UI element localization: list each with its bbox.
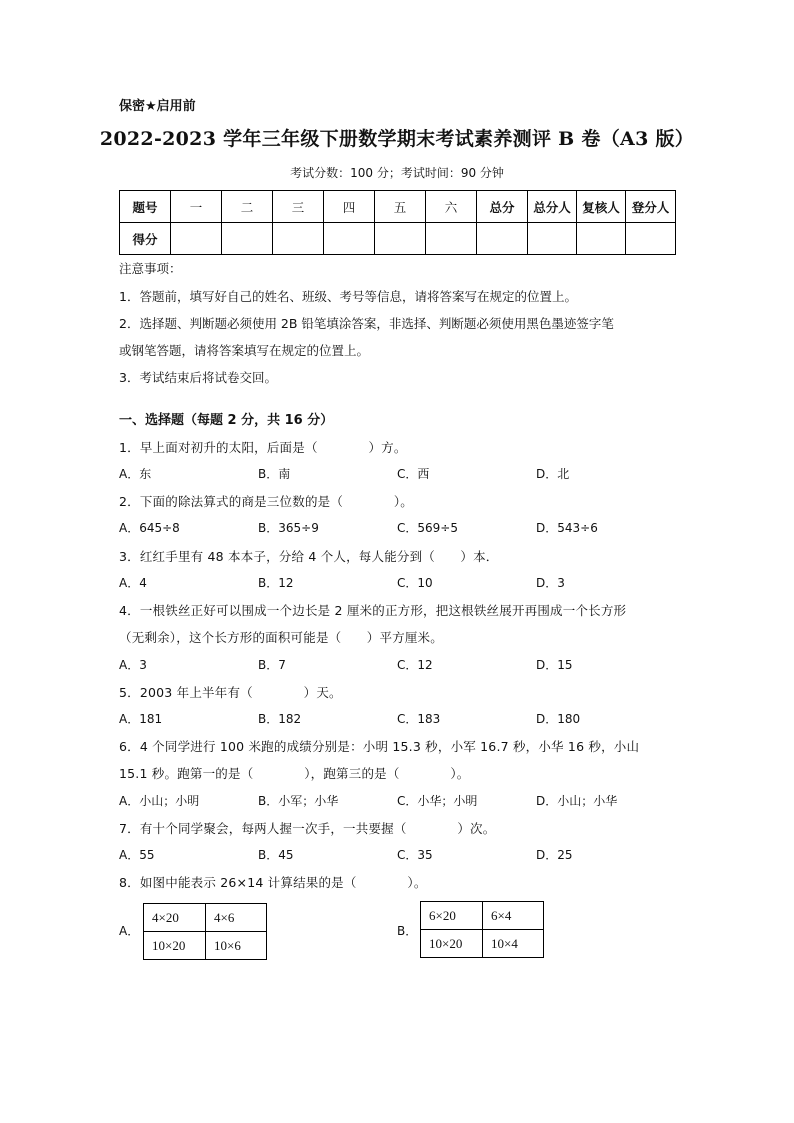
score-cell[interactable] [171,223,222,255]
exam-info: 考试分数：100 分；考试时间：90 分钟 [290,166,504,180]
header-cell-reviewer: 复核人 [577,191,626,223]
note-item: 3．考试结束后将试卷交回。 [119,370,277,385]
confidential-label: 保密★启用前 [119,99,196,114]
score-cell[interactable] [324,223,375,255]
header-cell-1: 一 [171,191,222,223]
question-stem: 2．下面的除法算式的商是三位数的是（ ）。 [119,494,414,509]
note-item: 1．答题前，填写好自己的姓名、班级、考号等信息，请将答案写在规定的位置上。 [119,289,577,304]
section-heading: 一、选择题（每题 2 分，共 16 分） [119,413,334,428]
grid-cell: 10×20 [421,930,483,958]
option-c[interactable]: C．西 [397,467,430,481]
option-d[interactable]: D．北 [536,467,570,481]
option-a[interactable]: A．181 [119,712,163,726]
note-item: 2．选择题、判断题必须使用 2B 铅笔填涂答案，非选择、判断题必须使用黑色墨迹签字笔 [119,316,614,331]
notes-heading: 注意事项： [119,261,182,276]
option-b[interactable]: B．12 [258,576,294,590]
question-stem: 4．一根铁丝正好可以围成一个边长是 2 厘米的正方形，把这根铁丝展开再围成一个长方形 [119,603,627,618]
option-a[interactable]: A．55 [119,848,155,862]
header-cell-5: 五 [375,191,426,223]
score-table-score-row [120,223,676,255]
grid-cell: 6×4 [483,902,544,930]
option-d[interactable]: D．543÷6 [536,521,598,535]
grid-cell: 10×4 [483,930,544,958]
option-a[interactable]: A．东 [119,467,152,481]
option-b[interactable]: B．7 [258,658,286,672]
header-cell-total: 总分 [477,191,528,223]
option-b-grid[interactable] [420,901,544,958]
option-a-label[interactable]: A． [119,924,140,938]
question-stem-cont: 15.1 秒。跑第一的是（ ），跑第三的是（ ）。 [119,766,470,781]
score-cell[interactable] [426,223,477,255]
question-stem: 5．2003 年上半年有（ ）天。 [119,685,342,700]
exam-title: 2022-2023 学年三年级下册数学期末考试素养测评 B 卷（A3 版） [99,128,695,150]
score-cell[interactable] [626,223,676,255]
question-stem: 8．如图中能表示 26×14 计算结果的是（ ）。 [119,875,427,890]
grid-cell: 4×20 [144,904,206,932]
score-cell[interactable] [273,223,324,255]
score-cell[interactable] [222,223,273,255]
score-cell[interactable] [528,223,577,255]
option-c[interactable]: C．569÷5 [397,521,458,535]
score-cell[interactable] [577,223,626,255]
option-a-grid[interactable] [143,903,267,960]
option-c[interactable]: C．12 [397,658,433,672]
option-c[interactable]: C．35 [397,848,433,862]
score-table [119,190,676,255]
option-c[interactable]: C．183 [397,712,441,726]
option-d[interactable]: D．小山；小华 [536,794,618,808]
option-c[interactable]: C．小华；小明 [397,794,478,808]
grid-cell: 10×6 [206,932,267,960]
option-b-label[interactable]: B． [397,924,418,938]
question-stem: 6．4 个同学进行 100 米跑的成绩分别是：小明 15.3 秒，小军 16.7 秒，小华 16 秒，小山 [119,739,640,754]
option-a[interactable]: A．645÷8 [119,521,180,535]
question-stem: 7．有十个同学聚会，每两人握一次手，一共要握（ ）次。 [119,821,496,836]
header-cell-question-no: 题号 [120,191,171,223]
option-d[interactable]: D．25 [536,848,573,862]
option-b[interactable]: B．45 [258,848,294,862]
score-cell[interactable] [375,223,426,255]
option-a[interactable]: A．4 [119,576,147,590]
question-stem: 3．红红手里有 48 本本子，分给 4 个人，每人能分到（ ）本． [119,549,499,564]
option-c[interactable]: C．10 [397,576,433,590]
score-cell[interactable] [477,223,528,255]
option-b[interactable]: B．小军；小华 [258,794,339,808]
grid-cell: 6×20 [421,902,483,930]
header-cell-2: 二 [222,191,273,223]
score-row-label: 得分 [120,223,171,255]
option-a[interactable]: A．3 [119,658,147,672]
question-stem: 1．早上面对初升的太阳，后面是（ ）方。 [119,440,407,455]
header-cell-totaler: 总分人 [528,191,577,223]
question-stem-cont: （无剩余），这个长方形的面积可能是（ ）平方厘米。 [119,630,443,645]
score-table-header-row [120,191,676,223]
header-cell-3: 三 [273,191,324,223]
option-a[interactable]: A．小山；小明 [119,794,200,808]
header-cell-recorder: 登分人 [626,191,676,223]
header-cell-6: 六 [426,191,477,223]
option-b[interactable]: B．南 [258,467,291,481]
grid-cell: 4×6 [206,904,267,932]
note-item: 或钢笔答题，请将答案填写在规定的位置上。 [119,343,370,358]
grid-cell: 10×20 [144,932,206,960]
option-b[interactable]: B．182 [258,712,302,726]
option-b[interactable]: B．365÷9 [258,521,319,535]
option-d[interactable]: D．15 [536,658,573,672]
option-d[interactable]: D．180 [536,712,581,726]
header-cell-4: 四 [324,191,375,223]
option-d[interactable]: D．3 [536,576,565,590]
